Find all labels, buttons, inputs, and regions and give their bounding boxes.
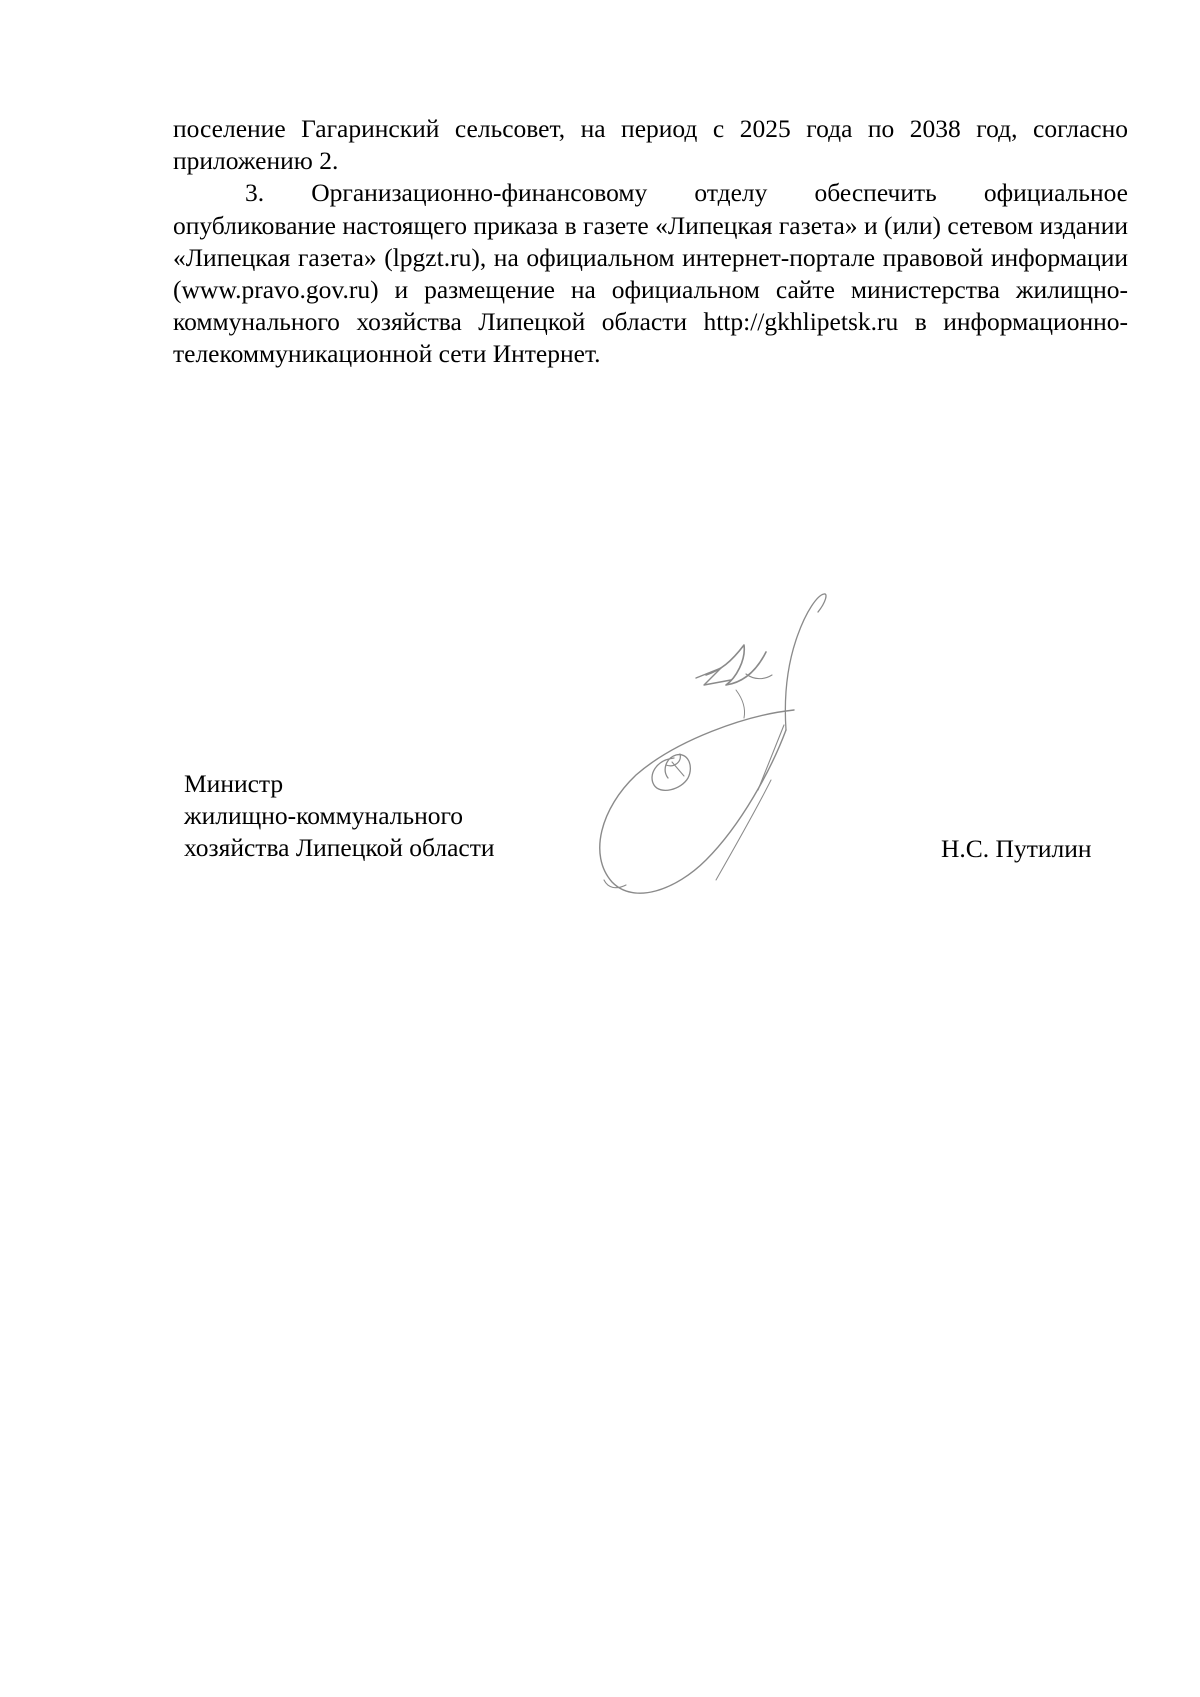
document-body (173, 113, 1128, 371)
position-line: Министр (184, 769, 284, 798)
paragraph-item-3: 3. Организационно-финансовому отделу обеспечить официальное опубликование настоящего приказа в газете «Липецкая газета» и (или) сетевом издании «Липецкая газета» (lpgzt.ru), на официальном интернет-портале правовой информации (www.pravo.gov.ru) и размещение на официальном сайте министерства жилищно-коммунального хозяйства Липецкой области http://gkhlipetsk.ru в информационно-телекоммуникационной сети Интернет. (173, 178, 1128, 369)
paragraph-continuation: поселение Гагаринский сельсовет, на период с 2025 года по 2038 год, согласно приложению 2. (173, 114, 1128, 176)
position-line: хозяйства Липецкой области (184, 833, 495, 863)
signer-name: Н.С. Путилин (941, 834, 1092, 863)
signatory-position (184, 768, 495, 865)
handwritten-signature (596, 590, 916, 920)
position-line: жилищно-коммунального (184, 801, 464, 831)
